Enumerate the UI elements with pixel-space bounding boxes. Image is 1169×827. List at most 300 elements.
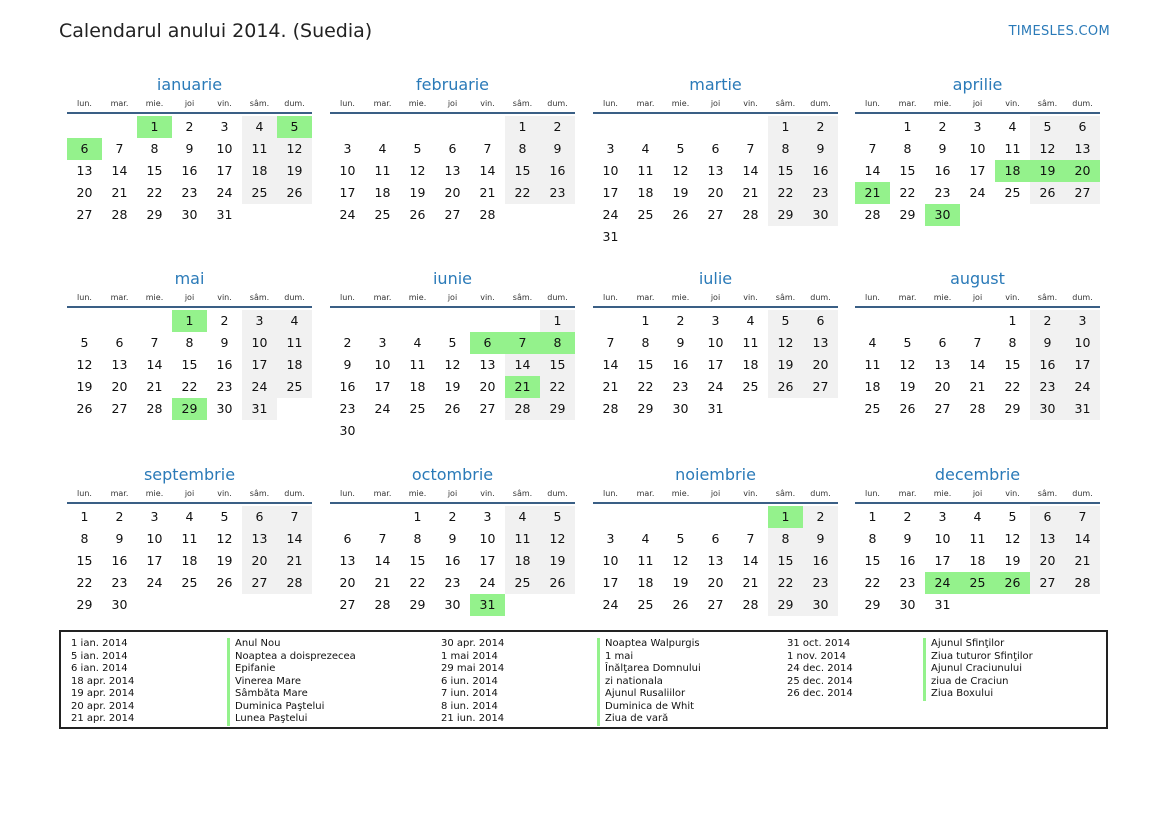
day-cell: 9 xyxy=(1030,332,1065,354)
day-cell: 28 xyxy=(146,401,163,416)
day-cell: 18 xyxy=(374,185,391,200)
weekday-label: vin. xyxy=(743,293,758,302)
legend-date: 6 iun. 2014 xyxy=(441,675,498,687)
month-ianuarie xyxy=(67,74,312,226)
day-cell: 18 xyxy=(742,357,759,372)
day-cell: 16 xyxy=(899,553,916,568)
empty-cell xyxy=(733,506,768,528)
day-cell: 20 xyxy=(707,575,724,590)
day-cell: 7 xyxy=(606,335,615,350)
weekday-label: mie. xyxy=(933,489,952,498)
weekday-label: sâm. xyxy=(249,99,270,108)
day-cell: 13 xyxy=(934,357,951,372)
legend-holiday-name: Ziua de vară xyxy=(597,713,701,726)
month-noiembrie xyxy=(593,464,838,616)
day-cell: 24 xyxy=(339,207,356,222)
day-cell: 16 xyxy=(339,379,356,394)
weekday-header xyxy=(330,487,575,504)
empty-cell xyxy=(365,506,400,528)
day-cell: 12 xyxy=(216,531,233,546)
day-cell: 27 xyxy=(242,572,277,594)
empty-cell xyxy=(330,506,365,528)
day-cell: 5 xyxy=(540,506,575,528)
empty-cell xyxy=(435,116,470,138)
day-cell: 9 xyxy=(220,335,229,350)
day-cell: 31 xyxy=(216,207,233,222)
holiday-day-cell: 21 xyxy=(505,376,540,398)
day-cell: 10 xyxy=(969,141,986,156)
day-cell: 26 xyxy=(768,376,803,398)
holiday-day-cell: 6 xyxy=(470,332,505,354)
holiday-day-cell: 29 xyxy=(172,398,207,420)
empty-cell xyxy=(663,506,698,528)
day-cell: 8 xyxy=(150,141,159,156)
weekday-header xyxy=(67,291,312,308)
day-cell: 23 xyxy=(216,379,233,394)
weekday-label: lun. xyxy=(865,489,880,498)
day-grid xyxy=(67,310,312,420)
day-cell: 16 xyxy=(216,357,233,372)
weekday-label: dum. xyxy=(284,99,305,108)
day-cell: 31 xyxy=(707,401,724,416)
day-cell: 12 xyxy=(768,332,803,354)
legend-holiday-name: Înălţarea Domnului xyxy=(597,663,701,676)
day-cell: 23 xyxy=(899,575,916,590)
weekday-label: vin. xyxy=(217,293,232,302)
month-name: aprilie xyxy=(952,75,1003,94)
day-cell: 12 xyxy=(899,357,916,372)
day-cell: 2 xyxy=(803,116,838,138)
day-cell: 25 xyxy=(742,379,759,394)
day-grid xyxy=(593,116,838,248)
month-octombrie xyxy=(330,464,575,616)
day-cell: 5 xyxy=(80,335,89,350)
weekday-label: mie. xyxy=(671,99,690,108)
legend-date: 1 ian. 2014 xyxy=(71,638,128,649)
day-cell: 18 xyxy=(409,379,426,394)
day-cell: 18 xyxy=(242,160,277,182)
day-cell: 29 xyxy=(146,207,163,222)
day-cell: 25 xyxy=(181,575,198,590)
day-cell: 7 xyxy=(1065,506,1100,528)
day-cell: 28 xyxy=(602,401,619,416)
day-cell: 29 xyxy=(899,207,916,222)
day-cell: 17 xyxy=(1065,354,1100,376)
holiday-day-cell: 20 xyxy=(1065,160,1100,182)
month-name: august xyxy=(950,269,1005,288)
day-cell: 4 xyxy=(505,506,540,528)
month-name: decembrie xyxy=(934,465,1021,484)
day-cell: 21 xyxy=(969,379,986,394)
weekday-header xyxy=(67,487,312,504)
month-name: octombrie xyxy=(411,465,494,484)
empty-cell xyxy=(890,310,925,332)
empty-cell xyxy=(593,310,628,332)
day-cell: 28 xyxy=(969,401,986,416)
weekday-label: mar. xyxy=(636,489,655,498)
day-cell: 26 xyxy=(672,207,689,222)
legend-dates-column xyxy=(71,638,134,726)
month-name: noiembrie xyxy=(675,465,756,484)
day-cell: 7 xyxy=(746,141,755,156)
day-cell: 5 xyxy=(1008,509,1017,524)
weekday-label: joi xyxy=(447,293,458,302)
day-cell: 8 xyxy=(505,138,540,160)
day-cell: 28 xyxy=(374,597,391,612)
day-cell: 5 xyxy=(768,310,803,332)
day-cell: 21 xyxy=(146,379,163,394)
empty-cell xyxy=(470,310,505,332)
day-cell: 5 xyxy=(903,335,912,350)
day-cell: 27 xyxy=(76,207,93,222)
weekday-header xyxy=(593,97,838,114)
day-cell: 25 xyxy=(637,597,654,612)
day-cell: 8 xyxy=(868,531,877,546)
empty-cell xyxy=(435,310,470,332)
day-cell: 15 xyxy=(637,357,654,372)
day-cell: 9 xyxy=(903,531,912,546)
day-cell: 13 xyxy=(1065,138,1100,160)
day-cell: 4 xyxy=(641,141,650,156)
day-cell: 12 xyxy=(409,163,426,178)
day-cell: 1 xyxy=(505,116,540,138)
day-cell: 30 xyxy=(899,597,916,612)
day-cell: 15 xyxy=(540,354,575,376)
day-cell: 17 xyxy=(707,357,724,372)
day-cell: 11 xyxy=(1004,141,1021,156)
weekday-label: vin. xyxy=(217,489,232,498)
weekday-label: sâm. xyxy=(775,293,796,302)
day-cell: 27 xyxy=(803,376,838,398)
empty-cell xyxy=(365,310,400,332)
weekday-label: sâm. xyxy=(249,293,270,302)
day-cell: 14 xyxy=(374,553,391,568)
legend-holiday-name: Ziua Boxului xyxy=(923,688,1033,701)
weekday-label: lun. xyxy=(865,99,880,108)
day-cell: 9 xyxy=(185,141,194,156)
day-cell: 9 xyxy=(803,528,838,550)
day-cell: 13 xyxy=(707,553,724,568)
day-cell: 28 xyxy=(742,207,759,222)
day-cell: 12 xyxy=(1030,138,1065,160)
day-cell: 26 xyxy=(277,182,312,204)
day-cell: 17 xyxy=(242,354,277,376)
day-cell: 18 xyxy=(181,553,198,568)
legend-date: 30 apr. 2014 xyxy=(441,638,505,649)
day-cell: 22 xyxy=(768,572,803,594)
day-cell: 22 xyxy=(409,575,426,590)
day-cell: 9 xyxy=(448,531,457,546)
weekday-label: vin. xyxy=(480,293,495,302)
day-cell: 11 xyxy=(374,163,391,178)
day-cell: 13 xyxy=(111,357,128,372)
day-cell: 11 xyxy=(969,531,986,546)
day-grid xyxy=(593,310,838,420)
day-cell: 17 xyxy=(969,163,986,178)
day-cell: 20 xyxy=(242,550,277,572)
day-cell: 19 xyxy=(672,185,689,200)
weekday-label: vin. xyxy=(1005,99,1020,108)
day-cell: 4 xyxy=(277,310,312,332)
legend-date: 1 mai 2014 xyxy=(441,650,498,662)
day-cell: 23 xyxy=(934,185,951,200)
empty-cell xyxy=(505,310,540,332)
weekday-label: mie. xyxy=(408,99,427,108)
day-cell: 27 xyxy=(339,597,356,612)
day-cell: 28 xyxy=(111,207,128,222)
day-cell: 31 xyxy=(242,398,277,420)
day-cell: 1 xyxy=(868,509,877,524)
day-cell: 6 xyxy=(803,310,838,332)
weekday-label: mar. xyxy=(898,99,917,108)
day-cell: 5 xyxy=(676,141,685,156)
weekday-label: mar. xyxy=(110,489,129,498)
day-cell: 30 xyxy=(111,597,128,612)
day-cell: 6 xyxy=(1065,116,1100,138)
day-cell: 25 xyxy=(637,207,654,222)
legend-holiday-name: Epifanie xyxy=(227,663,356,676)
day-cell: 12 xyxy=(1004,531,1021,546)
day-cell: 21 xyxy=(111,185,128,200)
weekday-label: lun. xyxy=(77,489,92,498)
day-cell: 12 xyxy=(672,163,689,178)
day-cell: 20 xyxy=(111,379,128,394)
weekday-header xyxy=(855,487,1100,504)
day-cell: 21 xyxy=(277,550,312,572)
day-cell: 20 xyxy=(444,185,461,200)
day-cell: 18 xyxy=(505,550,540,572)
empty-cell xyxy=(855,310,890,332)
day-cell: 10 xyxy=(216,141,233,156)
weekday-header xyxy=(593,487,838,504)
day-cell: 13 xyxy=(803,332,838,354)
day-cell: 10 xyxy=(602,553,619,568)
legend-date: 20 apr. 2014 xyxy=(71,700,135,712)
weekday-label: vin. xyxy=(480,489,495,498)
day-cell: 16 xyxy=(803,550,838,572)
day-cell: 24 xyxy=(242,376,277,398)
day-cell: 31 xyxy=(1065,398,1100,420)
day-cell: 27 xyxy=(934,401,951,416)
month-iunie xyxy=(330,268,575,442)
day-cell: 24 xyxy=(146,575,163,590)
day-cell: 9 xyxy=(676,335,685,350)
day-cell: 6 xyxy=(711,531,720,546)
legend-date: 7 iun. 2014 xyxy=(441,688,498,699)
weekday-label: mie. xyxy=(145,489,164,498)
day-cell: 25 xyxy=(864,401,881,416)
day-cell: 2 xyxy=(540,116,575,138)
day-cell: 12 xyxy=(277,138,312,160)
day-cell: 4 xyxy=(868,335,877,350)
day-grid xyxy=(855,310,1100,420)
month-name: iulie xyxy=(698,269,733,288)
day-cell: 23 xyxy=(672,379,689,394)
day-cell: 17 xyxy=(146,553,163,568)
holiday-day-cell: 24 xyxy=(925,572,960,594)
weekday-label: sâm. xyxy=(512,293,533,302)
weekday-label: mie. xyxy=(671,293,690,302)
day-cell: 19 xyxy=(277,160,312,182)
day-cell: 8 xyxy=(768,138,803,160)
weekday-label: dum. xyxy=(1072,99,1093,108)
day-cell: 14 xyxy=(969,357,986,372)
day-cell: 25 xyxy=(242,182,277,204)
weekday-label: dum. xyxy=(1072,489,1093,498)
day-cell: 22 xyxy=(540,376,575,398)
empty-cell xyxy=(698,116,733,138)
holiday-day-cell: 18 xyxy=(995,160,1030,182)
holiday-day-cell: 1 xyxy=(172,310,207,332)
day-cell: 18 xyxy=(637,185,654,200)
day-cell: 2 xyxy=(1030,310,1065,332)
day-grid xyxy=(67,506,312,616)
day-cell: 31 xyxy=(934,597,951,612)
day-cell: 2 xyxy=(115,509,124,524)
holiday-day-cell: 1 xyxy=(768,506,803,528)
day-cell: 23 xyxy=(444,575,461,590)
day-cell: 15 xyxy=(76,553,93,568)
empty-cell xyxy=(330,116,365,138)
day-cell: 3 xyxy=(938,509,947,524)
day-cell: 30 xyxy=(803,594,838,616)
day-cell: 13 xyxy=(444,163,461,178)
day-cell: 7 xyxy=(115,141,124,156)
day-cell: 22 xyxy=(146,185,163,200)
day-cell: 14 xyxy=(742,553,759,568)
weekday-label: dum. xyxy=(284,489,305,498)
day-cell: 11 xyxy=(742,335,759,350)
legend-date: 29 mai 2014 xyxy=(441,663,505,674)
day-cell: 25 xyxy=(374,207,391,222)
weekday-label: joi xyxy=(710,293,721,302)
weekday-label: mar. xyxy=(373,293,392,302)
weekday-label: mar. xyxy=(636,99,655,108)
day-cell: 17 xyxy=(602,575,619,590)
day-cell: 13 xyxy=(242,528,277,550)
day-cell: 9 xyxy=(115,531,124,546)
day-cell: 7 xyxy=(277,506,312,528)
day-cell: 3 xyxy=(220,119,229,134)
day-cell: 19 xyxy=(76,379,93,394)
day-cell: 4 xyxy=(378,141,387,156)
weekday-label: joi xyxy=(972,489,983,498)
day-cell: 18 xyxy=(864,379,881,394)
empty-cell xyxy=(470,116,505,138)
day-cell: 15 xyxy=(1004,357,1021,372)
day-cell: 29 xyxy=(637,401,654,416)
holiday-day-cell: 5 xyxy=(277,116,312,138)
day-grid xyxy=(330,310,575,442)
day-cell: 14 xyxy=(1065,528,1100,550)
legend-holiday-name: Duminica Paştelui xyxy=(227,701,356,714)
day-cell: 2 xyxy=(938,119,947,134)
day-cell: 8 xyxy=(768,528,803,550)
empty-cell xyxy=(67,116,102,138)
day-cell: 22 xyxy=(505,182,540,204)
day-cell: 3 xyxy=(343,141,352,156)
legend-dates-column xyxy=(441,638,504,726)
weekday-label: lun. xyxy=(603,99,618,108)
day-cell: 28 xyxy=(505,398,540,420)
day-cell: 5 xyxy=(676,531,685,546)
day-cell: 24 xyxy=(1065,376,1100,398)
weekday-header xyxy=(330,291,575,308)
legend-date: 1 nov. 2014 xyxy=(787,650,846,662)
weekday-label: sâm. xyxy=(512,489,533,498)
legend-date: 6 ian. 2014 xyxy=(71,663,128,674)
day-cell: 25 xyxy=(1004,185,1021,200)
day-grid xyxy=(330,116,575,226)
month-name: ianuarie xyxy=(156,75,223,94)
legend-date: 18 apr. 2014 xyxy=(71,675,135,687)
holiday-legend xyxy=(59,630,1108,729)
day-cell: 15 xyxy=(768,550,803,572)
day-cell: 29 xyxy=(540,398,575,420)
legend-date: 19 apr. 2014 xyxy=(71,688,135,699)
day-cell: 17 xyxy=(339,185,356,200)
day-cell: 30 xyxy=(803,204,838,226)
day-cell: 17 xyxy=(374,379,391,394)
day-cell: 17 xyxy=(934,553,951,568)
day-cell: 16 xyxy=(1030,354,1065,376)
day-cell: 12 xyxy=(540,528,575,550)
day-cell: 3 xyxy=(711,313,720,328)
day-cell: 19 xyxy=(409,185,426,200)
day-cell: 22 xyxy=(1004,379,1021,394)
day-cell: 15 xyxy=(899,163,916,178)
holiday-day-cell: 8 xyxy=(540,332,575,354)
day-cell: 2 xyxy=(185,119,194,134)
day-cell: 12 xyxy=(76,357,93,372)
day-cell: 20 xyxy=(803,354,838,376)
day-cell: 9 xyxy=(803,138,838,160)
weekday-label: joi xyxy=(972,293,983,302)
site-link[interactable]: TIMESLES.COM xyxy=(1008,24,1110,39)
day-cell: 26 xyxy=(76,401,93,416)
legend-holiday-name: Lunea Paştelui xyxy=(227,713,356,726)
weekday-label: joi xyxy=(710,489,721,498)
day-cell: 21 xyxy=(479,185,496,200)
day-cell: 5 xyxy=(413,141,422,156)
empty-cell xyxy=(960,310,995,332)
legend-holiday-name: Ajunul Sfinţilor xyxy=(923,638,1033,651)
legend-date: 8 iun. 2014 xyxy=(441,700,498,712)
legend-holiday-name: Anul Nou xyxy=(227,638,356,651)
holiday-day-cell: 31 xyxy=(470,594,505,616)
day-cell: 3 xyxy=(150,509,159,524)
weekday-label: sâm. xyxy=(1037,489,1058,498)
month-august xyxy=(855,268,1100,420)
day-cell: 12 xyxy=(672,553,689,568)
day-cell: 14 xyxy=(277,528,312,550)
day-grid xyxy=(67,116,312,226)
day-cell: 30 xyxy=(444,597,461,612)
day-cell: 14 xyxy=(864,163,881,178)
day-cell: 19 xyxy=(1004,553,1021,568)
day-cell: 3 xyxy=(483,509,492,524)
weekday-label: mar. xyxy=(898,293,917,302)
day-cell: 24 xyxy=(374,401,391,416)
day-grid xyxy=(593,506,838,616)
empty-cell xyxy=(663,116,698,138)
day-cell: 8 xyxy=(413,531,422,546)
day-cell: 20 xyxy=(339,575,356,590)
day-cell: 22 xyxy=(768,182,803,204)
weekday-label: dum. xyxy=(284,293,305,302)
weekday-label: dum. xyxy=(810,99,831,108)
day-cell: 15 xyxy=(505,160,540,182)
